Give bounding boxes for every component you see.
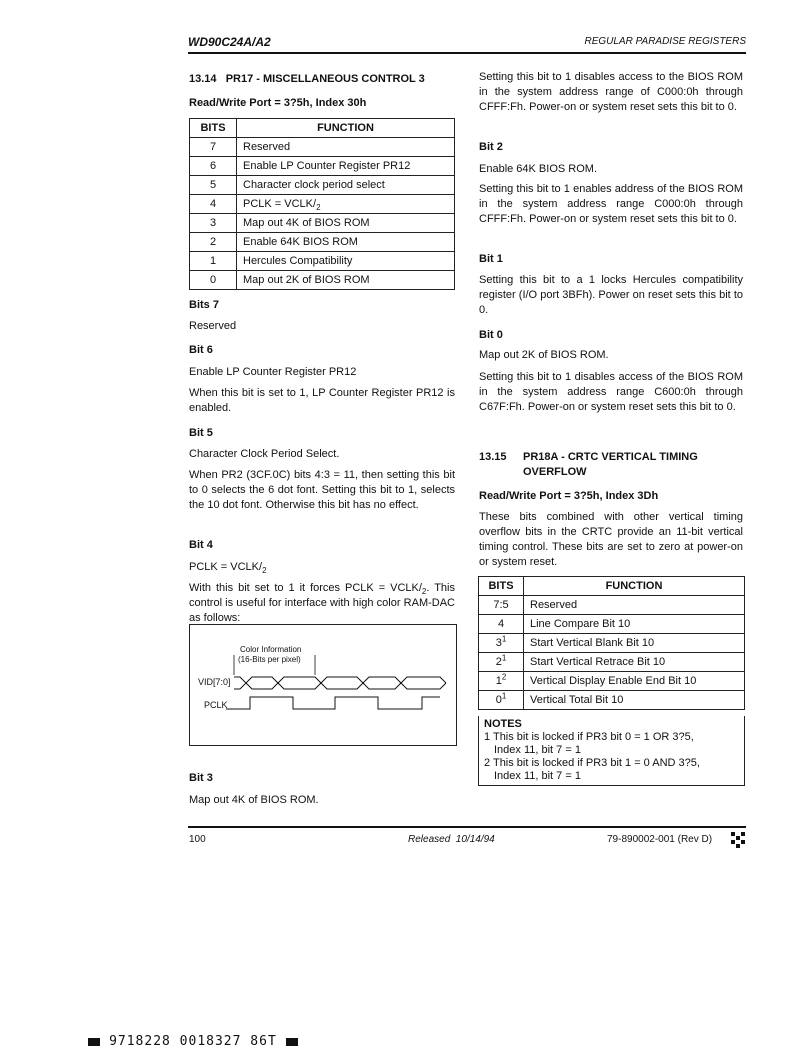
table-row [190, 252, 455, 271]
section-title-line-2: OVERFLOW [523, 466, 587, 478]
cell-bits: 6 [190, 157, 237, 176]
vid-label: VID[7:0] [198, 677, 231, 687]
wd-logo-icon [730, 831, 746, 849]
subscript: 2 [316, 203, 321, 213]
bit2-text-2: Setting this bit to 1 enables address of the BIOS ROM in the system address range C000:0h through CFFF:Fh. Power-on or system reset sets this bit to 0. [479, 183, 743, 225]
cell-bits [479, 596, 524, 615]
col-function-header: FUNCTION [237, 119, 455, 138]
bit7-text: Reserved [189, 320, 237, 332]
cell-bits [479, 691, 524, 710]
cell-bits [479, 672, 524, 691]
bit6-text-1: Enable LP Counter Register PR12 [189, 366, 357, 378]
bit3-text: Map out 4K of BIOS ROM. [189, 794, 319, 806]
table-row [190, 271, 455, 290]
header-rule [188, 52, 746, 54]
note-1: 1 This bit is locked if PR3 bit 0 = 1 OR 3?5, [484, 731, 694, 743]
cell-bits-text: 0 [495, 694, 502, 706]
table-row [479, 634, 745, 653]
vid-bus-waveform [234, 677, 446, 689]
cell-bits: 1 [190, 252, 237, 271]
note-2-cont: Index 11, bit 7 = 1 [494, 770, 581, 782]
pr18a-bits-table [478, 576, 745, 710]
bit0-text-2: Setting this bit to 1 disables access of the BIOS ROM in the system address range C600:0h through C67F:Fh. Power-on or system reset sets this bit to 0. [479, 371, 743, 413]
table-row [190, 233, 455, 252]
subscript: 2 [421, 587, 427, 597]
timing-diagram [189, 624, 457, 746]
port-pr18a: Read/Write Port = 3?5h, Index 3Dh [479, 490, 659, 502]
cell-function: Line Compare Bit 10 [524, 615, 745, 634]
table-row [479, 615, 745, 634]
cell-bits: 3 [190, 214, 237, 233]
section-title-pr18a [523, 450, 698, 480]
table-row [479, 653, 745, 672]
pr17-bits-table [189, 118, 455, 290]
cell-function [237, 195, 455, 214]
section-title-pr17: 13.14 PR17 - MISCELLANEOUS CONTROL 3 [189, 73, 425, 85]
cell-function: Reserved [237, 138, 455, 157]
bit4-heading: Bit 4 [189, 539, 213, 551]
cell-bits: 5 [190, 176, 237, 195]
col-bits-header: BITS [479, 577, 524, 596]
cell-function: Vertical Total Bit 10 [524, 691, 745, 710]
bit4-text-2b: . This control is useful for interface with high color RAM-DAC as follows: [189, 582, 455, 624]
release-date: Released 10/14/94 [408, 834, 495, 845]
superscript: 1 [501, 634, 507, 644]
cell-bits [479, 653, 524, 672]
table-row [190, 157, 455, 176]
cell-function: Enable 64K BIOS ROM [237, 233, 455, 252]
bit4-text-2a: With this bit set to 1 it forces PCLK = VCLK/ [189, 582, 422, 594]
cell-bits-text: 4 [497, 618, 505, 630]
scan-code-text: 9718228 0018327 86T [109, 1034, 277, 1049]
superscript: 2 [501, 672, 507, 682]
bit4-text-1a: PCLK = VCLK/ [189, 561, 263, 573]
cell-function: Map out 2K of BIOS ROM [237, 271, 455, 290]
table-row [190, 138, 455, 157]
bit2-text-1: Enable 64K BIOS ROM. [479, 163, 597, 175]
bit5-text-2: When PR2 (3CF.0C) bits 4:3 = 11, then setting this bit to 0 selects the 6 dot font. Setting this bit to 1, selects the 10 dot font. Otherwise this bit has no effect. [189, 469, 455, 511]
section-number-pr18a: 13.15 [479, 451, 507, 463]
bit3-heading: Bit 3 [189, 772, 213, 784]
bit5-text-1: Character Clock Period Select. [189, 448, 340, 460]
note-1-cont: Index 11, bit 7 = 1 [494, 744, 581, 756]
superscript: 1 [501, 653, 507, 663]
footer-rule [188, 826, 746, 828]
cell-bits: 7 [190, 138, 237, 157]
bit0-heading: Bit 0 [479, 329, 503, 341]
cell-function: Start Vertical Retrace Bit 10 [524, 653, 745, 672]
subscript: 2 [262, 566, 267, 576]
bit1-heading: Bit 1 [479, 253, 503, 265]
bit0-text-1: Map out 2K of BIOS ROM. [479, 349, 609, 361]
note-2: 2 This bit is locked if PR3 bit 1 = 0 AND 3?5, [484, 757, 700, 769]
section-title-line-1: PR18A - CRTC VERTICAL TIMING [523, 451, 698, 463]
cell-function: Vertical Display Enable End Bit 10 [524, 672, 745, 691]
pr18a-intro: These bits combined with other vertical timing overflow bits in the CRTC provide an 11-bit vertical timing control. These bits are set to zero at power-on or system reset. [479, 511, 743, 568]
table-notes [478, 716, 745, 786]
cell-bits-text: 1 [495, 675, 502, 687]
table-header-row [190, 119, 455, 138]
cell-bits [479, 634, 524, 653]
bit3-continued-text: Setting this bit to 1 disables access to the BIOS ROM in the system address range of C000:0h through CFFF:Fh. Power-on or system reset sets this bit to 0. [479, 71, 743, 113]
bit1-text: Setting this bit to a 1 locks Hercules compatibility register (I/O port 3BFh). Power on reset sets this bit to 0. [479, 274, 743, 316]
pclk-waveform [226, 697, 440, 709]
table-row [479, 672, 745, 691]
bit2-heading: Bit 2 [479, 141, 503, 153]
bit4-text-1 [189, 560, 267, 575]
cell-bits-text: 2 [495, 656, 502, 668]
cell-bits: 2 [190, 233, 237, 252]
superscript: 1 [501, 691, 507, 701]
bit6-heading: Bit 6 [189, 344, 213, 356]
table-header-row [479, 577, 745, 596]
cell-function-text: PCLK = VCLK/ [243, 198, 317, 210]
cell-bits: 0 [190, 271, 237, 290]
scan-code [88, 1034, 298, 1050]
doc-number: 79-890002-001 (Rev D) [607, 834, 713, 845]
cell-bits-text: 7:5 [493, 599, 509, 611]
cell-function: Map out 4K of BIOS ROM [237, 214, 455, 233]
running-header: REGULAR PARADISE REGISTERS [584, 36, 746, 47]
cell-bits [479, 615, 524, 634]
page-number: 100 [189, 834, 206, 845]
port-pr17: Read/Write Port = 3?5h, Index 30h [189, 97, 367, 109]
cell-function: Character clock period select [237, 176, 455, 195]
doc-part-number: WD90C24A/A2 [188, 35, 271, 49]
cell-function: Enable LP Counter Register PR12 [237, 157, 455, 176]
black-block [286, 1038, 298, 1046]
table-row [190, 214, 455, 233]
table-row [190, 176, 455, 195]
cell-bits: 4 [190, 195, 237, 214]
pclk-label: PCLK [204, 700, 228, 710]
cell-function: Reserved [524, 596, 745, 615]
cell-bits-text: 3 [495, 637, 502, 649]
table-row [479, 691, 745, 710]
black-block [88, 1038, 100, 1046]
table-row [190, 195, 455, 214]
cell-function: Hercules Compatibility [237, 252, 455, 271]
bit5-heading: Bit 5 [189, 427, 213, 439]
bit7-heading: Bits 7 [189, 299, 219, 311]
col-function-header: FUNCTION [524, 577, 745, 596]
table-row [479, 596, 745, 615]
bits-per-pixel-label: (16-Bits per pixel) [238, 655, 301, 664]
bit4-text-2 [189, 581, 455, 626]
bit6-text-2: When this bit is set to 1, LP Counter Register PR12 is enabled. [189, 387, 455, 414]
notes-title: NOTES [484, 718, 522, 730]
cell-function: Start Vertical Blank Bit 10 [524, 634, 745, 653]
color-info-label: Color Information [240, 645, 302, 654]
col-bits-header: BITS [190, 119, 237, 138]
